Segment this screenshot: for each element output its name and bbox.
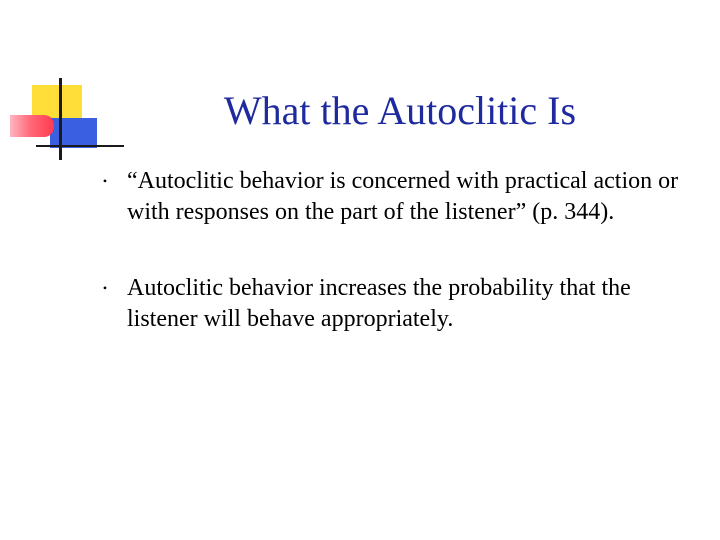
bullet-marker: • <box>102 281 108 295</box>
bullet-text: Autoclitic behavior increases the probability that the listener will behave appropriately. <box>127 275 631 332</box>
logo-red-shape <box>10 115 54 137</box>
bullet-text: “Autoclitic behavior is concerned with practical action or with responses on the part of the listener” (p. 344). <box>127 168 679 225</box>
bullet-marker: • <box>102 174 108 188</box>
bullet-list <box>99 166 699 380</box>
decorative-logo-icon <box>0 0 130 170</box>
bullet-item <box>99 273 699 335</box>
logo-horizontal-line <box>36 145 124 147</box>
logo-blue-square <box>50 118 97 148</box>
bullet-item <box>99 166 699 228</box>
slide-title: What the Autoclitic Is <box>223 88 577 133</box>
logo-vertical-line <box>59 78 62 160</box>
